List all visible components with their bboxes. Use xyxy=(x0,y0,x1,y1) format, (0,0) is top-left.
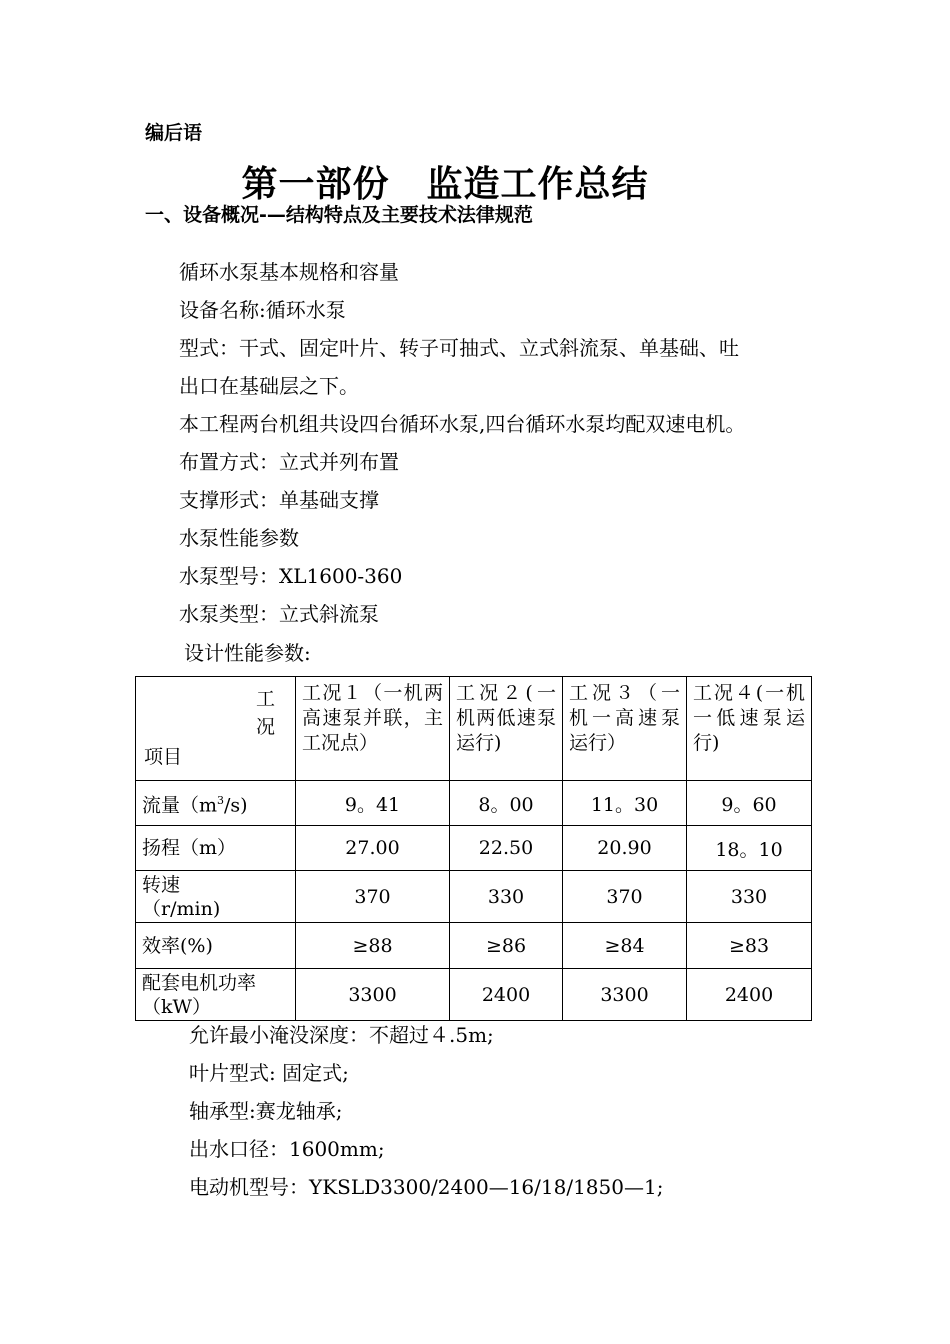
paragraph: 水泵类型：立式斜流泵 xyxy=(179,602,379,626)
table-cell: 18。10 xyxy=(687,826,812,871)
section-heading: 一、设备概况-—结构特点及主要技术法律规范 xyxy=(145,204,533,226)
corner-label-item: 项目 xyxy=(144,746,183,768)
table-cell: 330 xyxy=(450,871,563,923)
table-cell: 330 xyxy=(687,871,812,923)
row-label-speed: 转速 （r/min) xyxy=(136,871,296,923)
row-label-motor-power: 配套电机功率 （kW） xyxy=(136,969,296,1021)
table-cell: ≥88 xyxy=(296,923,450,969)
table-cell: 8。00 xyxy=(450,781,563,826)
paragraph: 允许最小淹没深度：不超过４.5m; xyxy=(189,1023,494,1047)
table-row xyxy=(136,871,812,923)
table-cell: ≥84 xyxy=(563,923,687,969)
paragraph: 设计性能参数: xyxy=(184,641,311,665)
paragraph: 设备名称:循环水泵 xyxy=(179,298,346,322)
corner-label-mid: 况 xyxy=(255,716,275,738)
table-header-cell: 工况３（一机一高速泵运行） xyxy=(563,677,687,781)
table-header-row xyxy=(136,677,812,781)
table-corner-cell xyxy=(136,677,296,781)
corner-label-top: 工 xyxy=(255,688,275,710)
table-header-cell: 工况４(一机一低速泵运行) xyxy=(687,677,812,781)
paragraph: 轴承型:赛龙轴承; xyxy=(189,1099,343,1123)
table-cell: 3300 xyxy=(296,969,450,1021)
table-cell: ≥83 xyxy=(687,923,812,969)
paragraph: 布置方式：立式并列布置 xyxy=(179,450,399,474)
table-cell: 9。41 xyxy=(296,781,450,826)
paragraph: 出水口径：1600mm; xyxy=(189,1137,385,1161)
table-cell: 2400 xyxy=(687,969,812,1021)
paragraph: 水泵型号：XL1600-360 xyxy=(179,564,403,588)
paragraph: 电动机型号：YKSLD3300/2400—16/18/1850—1; xyxy=(189,1175,664,1199)
table-row xyxy=(136,826,812,871)
table-cell: 2400 xyxy=(450,969,563,1021)
paragraph: 支撑形式：单基础支撑 xyxy=(179,488,379,512)
paragraph: 叶片型式: 固定式; xyxy=(189,1061,349,1085)
table-cell: 22.50 xyxy=(450,826,563,871)
paragraph: 水泵性能参数 xyxy=(179,526,299,550)
table-row xyxy=(136,969,812,1021)
table-cell: 11。30 xyxy=(563,781,687,826)
row-label-flow: 流量$(m^3/s)$ xyxy=(136,781,296,826)
table-header-cell: 工况１（一机两高速泵并联，主工况点） xyxy=(296,677,450,781)
table-cell: 20.90 xyxy=(563,826,687,871)
paragraph: 型式：干式、固定叶片、转子可抽式、立式斜流泵、单基础、吐 xyxy=(179,336,739,360)
table-row xyxy=(136,923,812,969)
table-cell: 27.00 xyxy=(296,826,450,871)
paragraph: 出口在基础层之下。 xyxy=(179,374,359,398)
editor-note: 编后语 xyxy=(145,122,203,144)
table-cell: 3300 xyxy=(563,969,687,1021)
paragraph: 循环水泵基本规格和容量 xyxy=(179,260,399,284)
table-cell: 9。60 xyxy=(687,781,812,826)
pump-performance-table xyxy=(135,676,812,1021)
table-cell: 370 xyxy=(296,871,450,923)
row-label-efficiency: 效率(%) xyxy=(136,923,296,969)
paragraph: 本工程两台机组共设四台循环水泵,四台循环水泵均配双速电机。 xyxy=(179,412,746,436)
table-cell: ≥86 xyxy=(450,923,563,969)
page-title: 第一部份 监造工作总结 xyxy=(241,164,649,205)
table-cell: 370 xyxy=(563,871,687,923)
row-label-head: 扬程（m） xyxy=(136,826,296,871)
table-row xyxy=(136,781,812,826)
table-header-cell: 工况２(一机两低速泵运行) xyxy=(450,677,563,781)
